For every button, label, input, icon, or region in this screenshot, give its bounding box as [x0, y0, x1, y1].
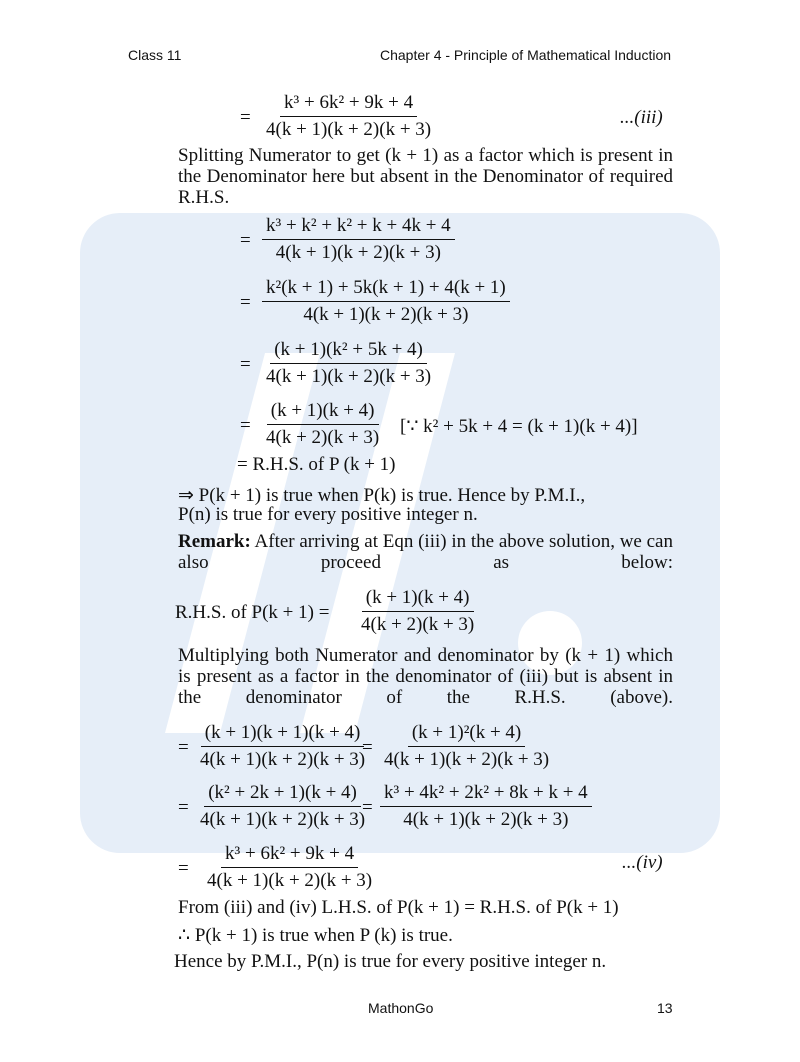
equals-sign: =	[178, 797, 189, 818]
header-chapter: Chapter 4 - Principle of Mathematical Induction	[380, 47, 672, 63]
fraction-eq7a	[196, 782, 369, 831]
denominator: 4(k + 1)(k + 2)(k + 3)	[266, 118, 432, 140]
denominator: 4(k + 1)(k + 2)(k + 3)	[403, 808, 569, 830]
factor-note: [∵ k² + 5k + 4 = (k + 1)(k + 4)]	[400, 416, 638, 437]
equals-sign: =	[240, 230, 251, 251]
denominator: 4(k + 2)(k + 3)	[266, 426, 380, 448]
footer-brand: MathonGo	[368, 1000, 434, 1016]
numerator: (k + 1)(k + 4)	[267, 400, 379, 425]
fraction-eq6b	[380, 722, 553, 771]
denominator: 4(k + 1)(k + 2)(k + 3)	[200, 748, 366, 770]
fraction-rhs-definition	[357, 587, 478, 636]
numerator: (k + 1)(k + 1)(k + 4)	[201, 722, 365, 747]
numerator: (k + 1)(k + 4)	[362, 587, 474, 612]
numerator: k²(k + 1) + 5k(k + 1) + 4(k + 1)	[262, 277, 510, 302]
denominator: 4(k + 1)(k + 2)(k + 3)	[303, 303, 469, 325]
numerator: k³ + 4k² + 2k² + 8k + k + 4	[380, 782, 592, 807]
rhs-definition-lhs: R.H.S. of P(k + 1) =	[175, 602, 330, 623]
paragraph-multiplying: Multiplying both Numerator and denominator by (k + 1) which is present as a factor in the denominator of (iii) but is absent in the denominator of the R.H.S. (above).	[178, 645, 673, 708]
numerator: (k² + 2k + 1)(k + 4)	[204, 782, 361, 807]
fraction-eq7b	[380, 782, 592, 831]
header-class: Class 11	[128, 47, 182, 63]
fraction-eq1	[262, 92, 435, 141]
fraction-eq5	[262, 400, 383, 449]
denominator: 4(k + 1)(k + 2)(k + 3)	[266, 365, 432, 387]
paragraph-splitting: Splitting Numerator to get (k + 1) as a factor which is present in the Denominator here but absent in the Denominator of required R.H.S.	[178, 145, 673, 208]
equals-sign: =	[240, 415, 251, 436]
numerator: k³ + 6k² + 9k + 4	[221, 843, 358, 868]
hence-line: Hence by P.M.I., P(n) is true for every positive integer n.	[174, 951, 607, 972]
denominator: 4(k + 2)(k + 3)	[361, 613, 475, 635]
fraction-eq6a	[196, 722, 369, 771]
numerator: k³ + k² + k² + k + 4k + 4	[262, 215, 455, 240]
remark-label: Remark:	[178, 531, 251, 552]
numerator: (k + 1)²(k + 4)	[408, 722, 525, 747]
denominator: 4(k + 1)(k + 2)(k + 3)	[384, 748, 550, 770]
fraction-eq8	[203, 843, 376, 892]
implies-line-2: P(n) is true for every positive integer n.	[178, 504, 478, 525]
fraction-eq3	[262, 277, 510, 326]
denominator: 4(k + 1)(k + 2)(k + 3)	[275, 241, 441, 263]
rhs-line: = R.H.S. of P (k + 1)	[237, 454, 396, 475]
fraction-eq4	[262, 339, 435, 388]
fraction-eq2	[262, 215, 455, 264]
equals-sign: =	[178, 858, 189, 879]
numerator: k³ + 6k² + 9k + 4	[280, 92, 417, 117]
from-line: From (iii) and (iv) L.H.S. of P(k + 1) = R.H.S. of P(k + 1)	[178, 897, 619, 918]
remark-paragraph	[178, 531, 673, 573]
equation-label-iii: ...(iii)	[620, 107, 663, 128]
equals-sign: =	[178, 737, 189, 758]
equals-sign: =	[362, 797, 373, 818]
denominator: 4(k + 1)(k + 2)(k + 3)	[207, 869, 373, 891]
equals-sign: =	[240, 354, 251, 375]
equals-sign: =	[240, 292, 251, 313]
equation-label-iv: ...(iv)	[622, 852, 663, 873]
page-number: 13	[657, 1000, 673, 1016]
implies-line-1: ⇒ P(k + 1) is true when P(k) is true. Hence by P.M.I.,	[178, 485, 586, 506]
equals-sign: =	[240, 107, 251, 128]
remark-text: After arriving at Eqn (iii) in the above solution, we can also proceed as below:	[178, 531, 673, 573]
numerator: (k + 1)(k² + 5k + 4)	[270, 339, 427, 364]
therefore-line: ∴ P(k + 1) is true when P (k) is true.	[178, 925, 453, 946]
equals-sign: =	[362, 737, 373, 758]
denominator: 4(k + 1)(k + 2)(k + 3)	[200, 808, 366, 830]
